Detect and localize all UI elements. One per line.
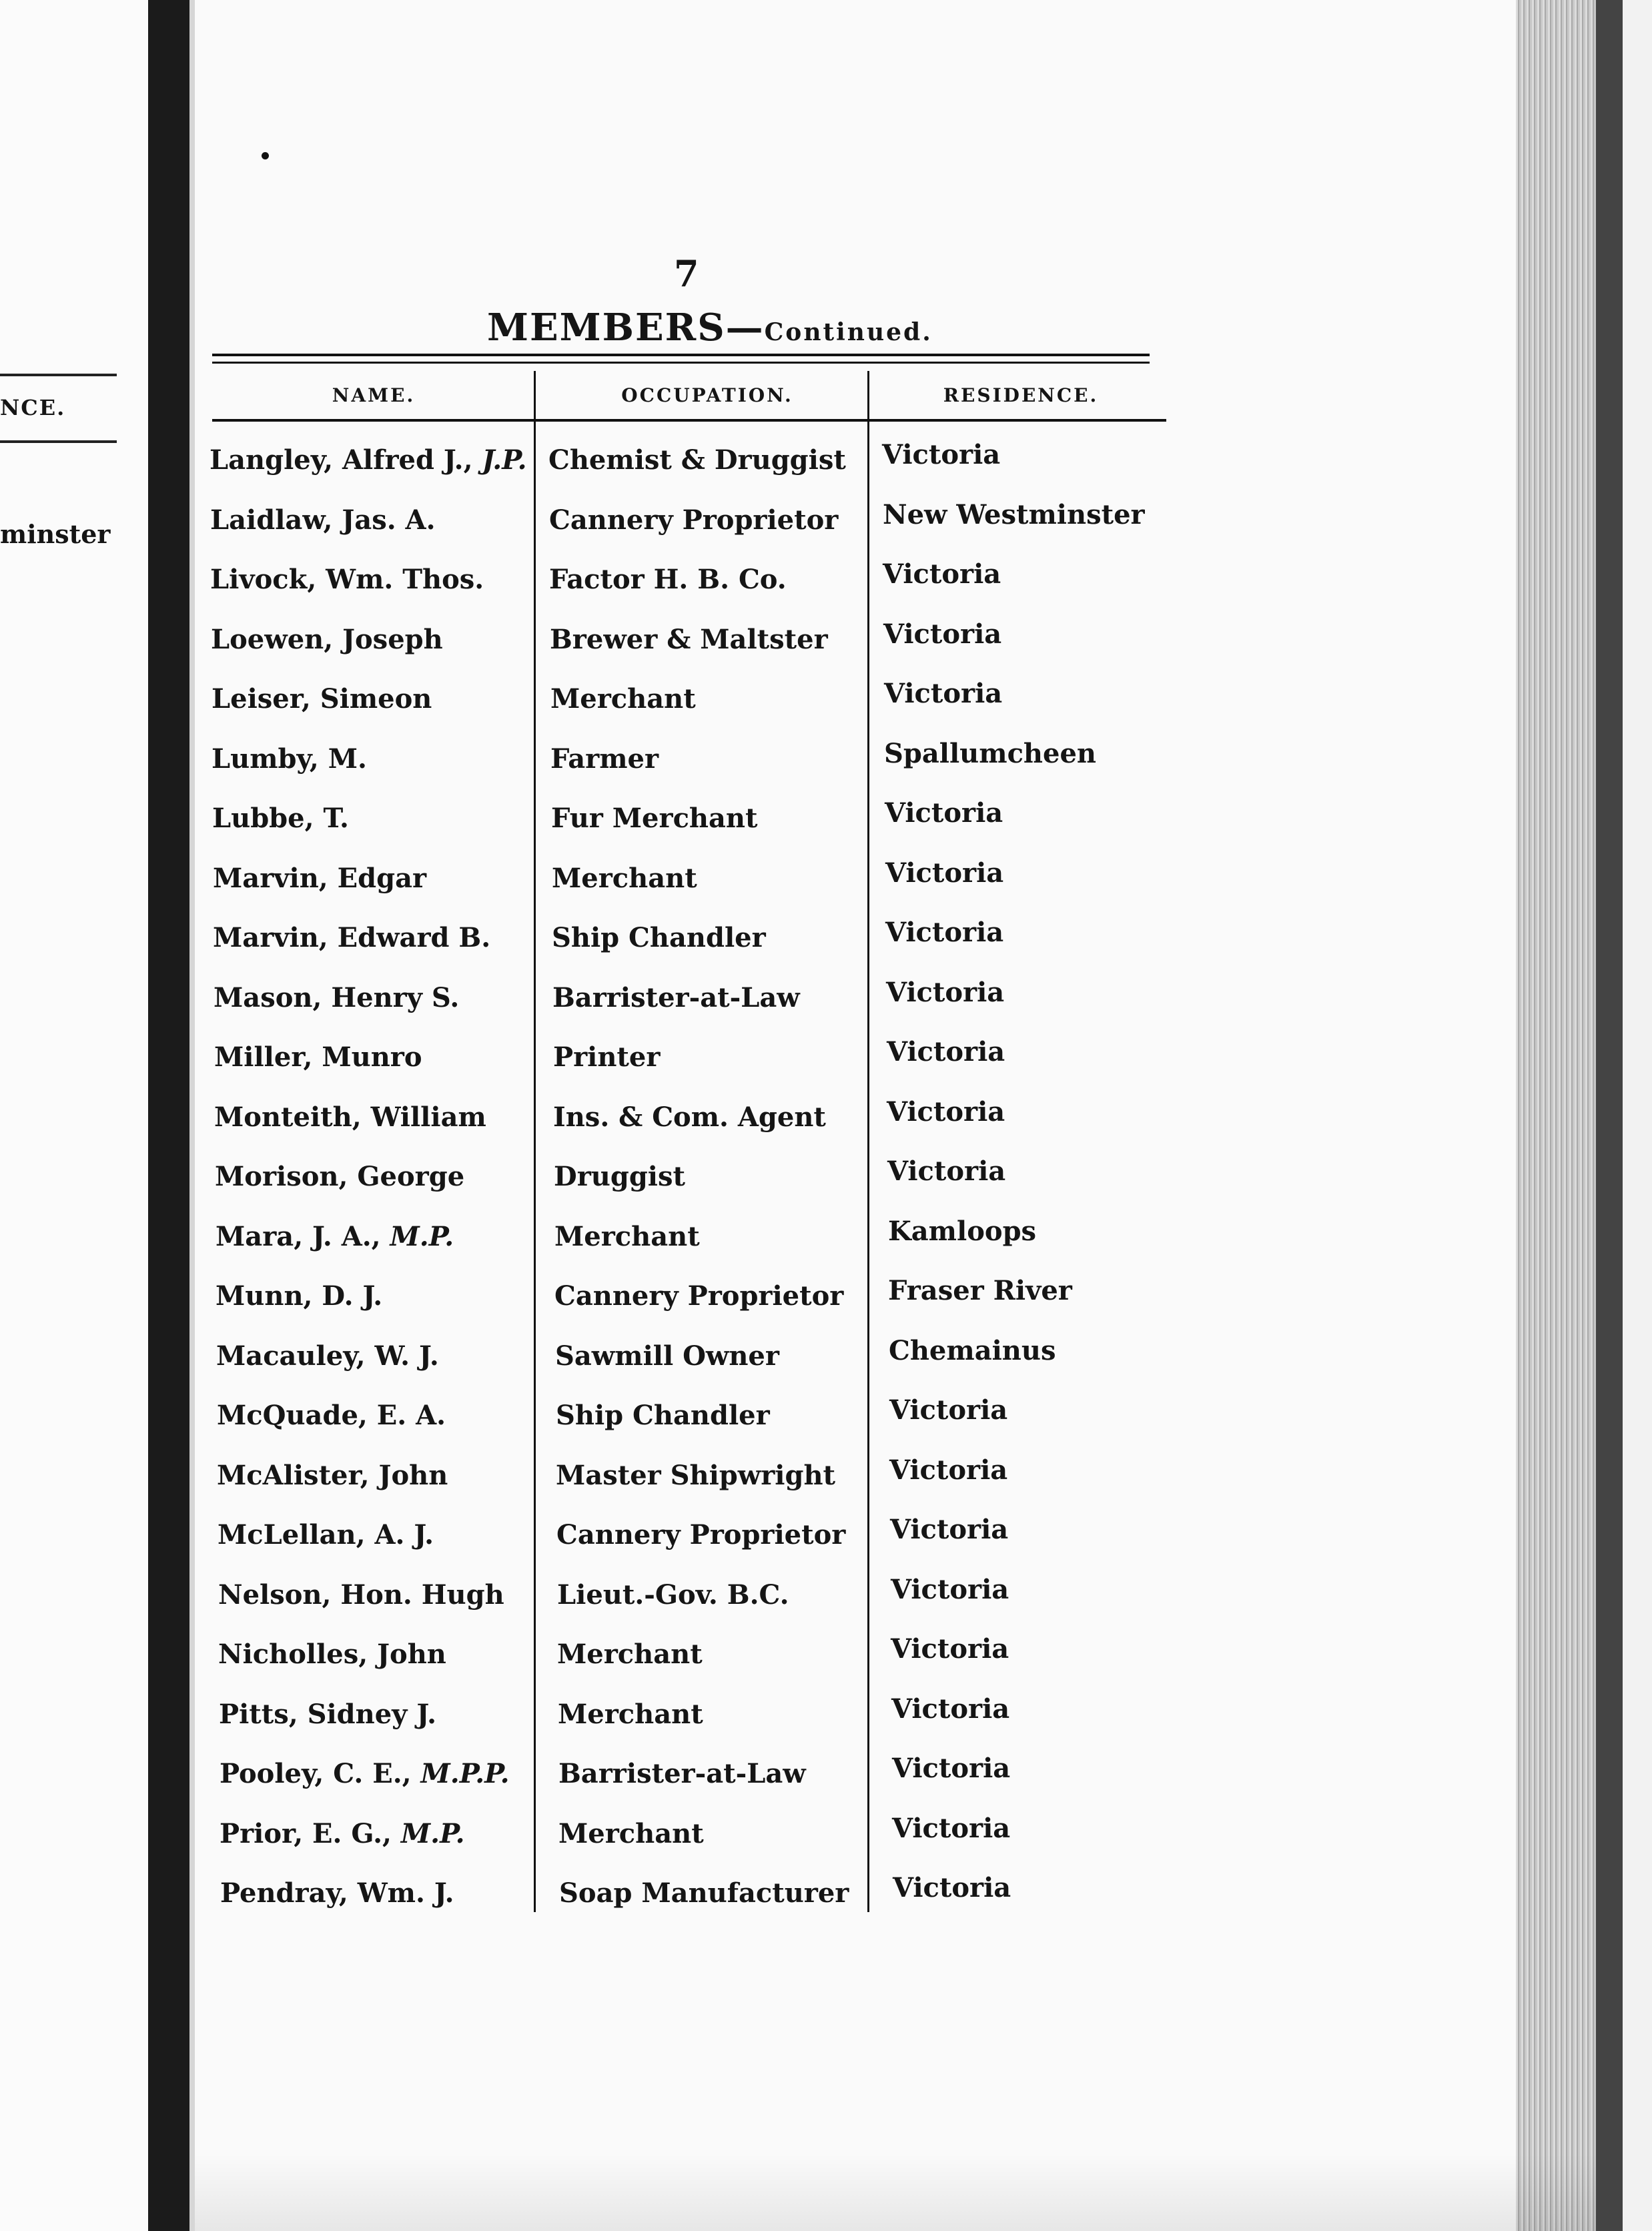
member-residence: Victoria [892,1753,1011,1784]
member-occupation: Soap Manufacturer [559,1877,849,1909]
member-name-text: Leiser, Simeon [212,683,432,715]
member-residence: Fraser River [888,1275,1072,1306]
table-row [0,917,1652,981]
member-name-text: Lubbe, T. [212,803,349,834]
table-row [0,1872,1652,1937]
member-name [213,922,490,953]
left-page-column-header: NCE. [0,395,66,420]
title-rule [212,354,1150,356]
member-name [210,444,527,476]
member-name-text: Monteith, William [214,1101,486,1133]
member-name [215,1161,464,1192]
member-residence: Victoria [885,917,1004,948]
page-title-continued: Continued. [764,318,933,346]
member-occupation: Cannery Proprietor [549,504,839,536]
member-name-text: Laidlaw, Jas. A. [210,504,436,536]
member-name [214,1101,486,1133]
member-name [218,1579,504,1611]
member-occupation: Merchant [558,1698,703,1730]
member-occupation: Merchant [557,1639,703,1670]
member-name [219,1699,436,1730]
member-name [217,1460,448,1491]
member-occupation: Ship Chandler [552,922,766,953]
member-name-text: Mara, J. A., [216,1220,390,1252]
table-row [0,1215,1652,1280]
member-name [216,1280,382,1312]
table-row [0,1753,1652,1817]
left-page-rule [0,440,117,443]
member-residence: Victoria [884,678,1003,709]
member-residence: Victoria [891,1573,1009,1605]
table-row [0,678,1652,743]
table-row [0,1812,1652,1877]
member-residence: New Westminster [883,498,1145,530]
member-residence: Victoria [883,618,1002,650]
member-name-text: Loewen, Joseph [211,623,443,655]
member-occupation: Merchant [552,862,697,894]
left-page-text: minster [0,519,111,549]
member-name-text: Prior, E. G., [220,1817,401,1849]
table-row [0,1693,1652,1758]
member-name [212,683,432,715]
member-name [217,1400,446,1431]
member-name-text: Pendray, Wm. J. [220,1877,454,1909]
table-row [0,1394,1652,1459]
table-row [0,1156,1652,1220]
member-name-text: Miller, Munro [214,1041,422,1073]
table-row [0,618,1652,683]
member-title: M.P.P. [420,1758,510,1789]
member-name-text: Marvin, Edward B. [213,922,491,953]
member-occupation: Lieut.-Gov. B.C. [557,1579,789,1611]
member-name-text: Macauley, W. J. [216,1340,439,1372]
member-residence: Victoria [885,857,1004,889]
member-name [212,803,349,834]
member-name-text: Nicholles, John [218,1639,446,1670]
header-rule [212,419,1166,422]
member-name [220,1758,510,1789]
member-title: J.P. [482,444,527,476]
member-occupation: Merchant [550,683,696,715]
member-residence: Chemainus [889,1334,1056,1366]
member-residence: Victoria [887,1095,1005,1128]
table-row [0,498,1652,564]
table-row [0,1514,1652,1579]
member-residence: Victoria [890,1514,1009,1545]
bottom-shadow [195,2154,1596,2231]
member-occupation: Farmer [550,743,659,775]
page-number: 7 [674,252,699,295]
member-name [214,982,459,1013]
member-name-text: Langley, Alfred J., [210,444,482,476]
table-row [0,737,1652,803]
member-name-text: Mason, Henry S. [214,981,460,1013]
member-residence: Spallumcheen [884,737,1096,769]
member-occupation: Sawmill Owner [555,1340,779,1372]
column-header-residence: RESIDENCE. [943,384,1099,406]
column-header-occupation: OCCUPATION. [621,384,793,406]
member-name [218,1519,434,1550]
member-name-text: McLellan, A. J. [218,1519,434,1550]
member-name [210,504,436,536]
ink-speck [262,152,269,159]
member-name-text: Pooley, C. E., [220,1758,421,1789]
member-name-text: Morison, George [215,1161,465,1192]
member-name-text: Lumby, M. [212,743,367,775]
member-occupation: Merchant [558,1817,704,1849]
member-name-text: Munn, D. J. [216,1280,383,1312]
table-row [0,439,1652,504]
table-row [0,1454,1652,1519]
member-occupation: Barrister-at-Law [558,1758,806,1789]
member-occupation: Druggist [554,1161,685,1192]
table-row [0,857,1652,922]
member-residence: Victoria [882,439,1001,470]
member-name [218,1639,446,1670]
table-row [0,797,1652,862]
member-title: M.P. [390,1220,454,1252]
member-residence: Victoria [887,1036,1005,1067]
member-name [216,1340,439,1372]
member-occupation: Barrister-at-Law [552,981,800,1013]
member-residence: Victoria [889,1394,1008,1426]
member-name [220,1818,465,1849]
member-occupation: Ins. & Com. Agent [553,1101,826,1133]
member-occupation: Fur Merchant [551,803,758,834]
page-title-main: MEMBERS— [487,306,765,350]
member-name [210,564,484,595]
member-residence: Victoria [887,1156,1006,1187]
member-name-text: Pitts, Sidney J. [219,1698,437,1730]
table-row [0,1036,1652,1101]
member-name [213,863,426,894]
table-row [0,558,1652,623]
member-name [211,624,443,655]
member-name [220,1877,454,1909]
member-name-text: McAlister, John [217,1459,448,1491]
member-name-text: McQuade, E. A. [217,1400,446,1431]
member-occupation: Factor H. B. Co. [549,564,787,595]
table-row [0,1334,1652,1400]
member-name [212,743,367,775]
member-name-text: Nelson, Hon. Hugh [218,1579,504,1611]
member-title: M.P. [400,1817,465,1849]
member-residence: Victoria [886,976,1005,1008]
member-residence: Victoria [885,797,1003,829]
column-header-name: NAME. [332,384,416,406]
member-residence: Victoria [892,1812,1011,1844]
member-occupation: Merchant [554,1220,700,1252]
member-name-text: Livock, Wm. Thos. [210,564,484,595]
member-residence: Victoria [889,1454,1008,1486]
member-name [214,1041,422,1073]
left-page-rule [0,374,117,376]
member-occupation: Chemist & Druggist [548,444,846,476]
member-occupation: Ship Chandler [556,1400,770,1431]
table-row [0,1095,1652,1161]
table-row [0,1275,1652,1340]
member-name-text: Marvin, Edgar [213,862,427,894]
member-name [216,1221,454,1252]
member-occupation: Master Shipwright [556,1459,836,1491]
member-residence: Kamloops [888,1215,1037,1247]
member-occupation: Brewer & Maltster [550,623,828,655]
member-residence: Victoria [891,1693,1010,1725]
table-row [0,1573,1652,1639]
member-residence: Victoria [893,1872,1011,1903]
member-residence: Victoria [891,1633,1009,1665]
page-title [487,306,933,350]
member-occupation: Cannery Proprietor [556,1519,846,1550]
member-occupation: Printer [553,1041,661,1073]
table-row [0,976,1652,1041]
table-row [0,1633,1652,1698]
title-rule-double [212,362,1150,364]
member-residence: Victoria [883,558,1001,590]
member-occupation: Cannery Proprietor [554,1280,844,1312]
